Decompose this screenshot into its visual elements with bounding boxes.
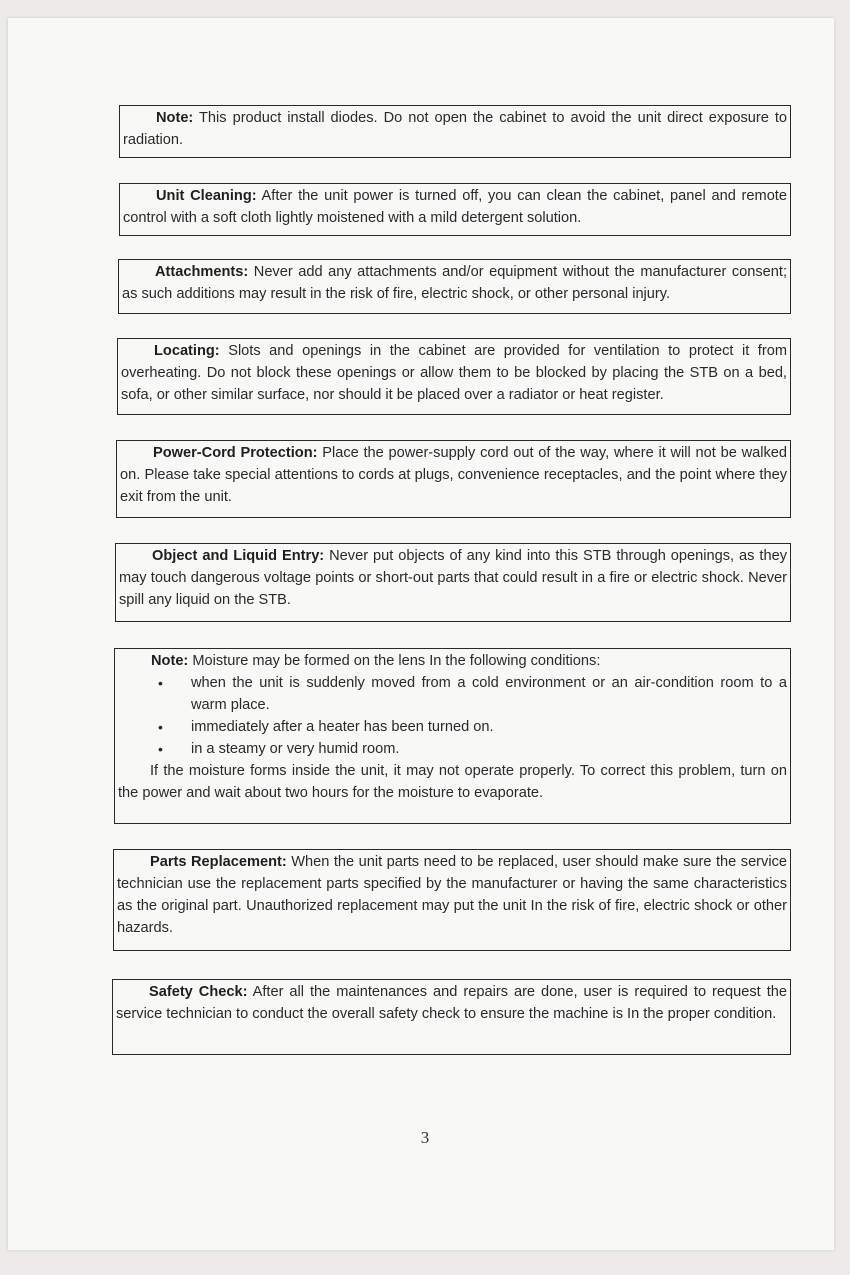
moisture-note-box bbox=[114, 648, 791, 824]
bullet-icon: • bbox=[158, 741, 163, 757]
unit-cleaning-heading: Unit Cleaning: bbox=[156, 188, 257, 204]
unit-cleaning-text: After the unit power is turned off, you can clean the cabinet, panel and remote control with a soft cloth lightly moistened with a mild detergent solution. bbox=[123, 188, 787, 226]
page-number: 3 bbox=[420, 1128, 430, 1147]
list-item: • when the unit is suddenly moved from a cold environment or an air-condition room to a warm place. bbox=[118, 672, 787, 716]
note-diodes-text: This product install diodes. Do not open the cabinet to avoid the unit direct exposure to radiation. bbox=[123, 110, 787, 148]
attachments-text: Never add any attachments and/or equipment without the manufacturer consent; as such additions may result in the risk of fire, electric shock, or other personal injury. bbox=[122, 264, 787, 302]
bullet-icon: • bbox=[158, 675, 163, 691]
object-liquid-heading: Object and Liquid Entry: bbox=[152, 548, 325, 564]
object-liquid-box bbox=[115, 543, 791, 622]
moisture-intro: Moisture may be formed on the lens In the following conditions: bbox=[188, 653, 601, 669]
object-liquid-text: Never put objects of any kind into this STB through openings, as they may touch dangerous voltage points or short-out parts that could result in a fire or electric shock. Never spill any liquid on the STB. bbox=[119, 548, 787, 608]
note-diodes-heading: Note: bbox=[156, 110, 194, 126]
moisture-closing: If the moisture forms inside the unit, it may not operate properly. To correct this problem, turn on the power and wait about two hours for the moisture to evaporate. bbox=[118, 763, 787, 801]
list-item: • in a steamy or very humid room. bbox=[118, 738, 787, 760]
list-item: • immediately after a heater has been turned on. bbox=[118, 716, 787, 738]
unit-cleaning-box bbox=[119, 183, 791, 236]
safety-check-box bbox=[112, 979, 791, 1055]
moisture-heading: Note: bbox=[151, 653, 189, 669]
locating-box bbox=[117, 338, 791, 415]
safety-text: After all the maintenances and repairs are done, user is required to request the service technician to conduct the overall safety check to ensure the machine is In the proper condition. bbox=[116, 984, 787, 1022]
power-cord-box bbox=[116, 440, 791, 518]
bullet-icon: • bbox=[158, 719, 163, 735]
parts-text: When the unit parts need to be replaced, user should make sure the service technician use the replacement parts specified by the manufacturer or having the same characteristics as the original part. Unauthorized replacement may put the unit In the risk of fire, electric shock or other hazards. bbox=[117, 854, 787, 936]
moisture-conditions-list bbox=[118, 672, 787, 760]
locating-text: Slots and openings in the cabinet are provided for ventilation to protect it from overheating. Do not block these openings or allow them to be blocked by placing the STB on a bed, sofa, or other similar surface, nor should it be placed over a radiator or heat register. bbox=[121, 343, 787, 403]
attachments-heading: Attachments: bbox=[155, 264, 249, 280]
power-cord-text: Place the power-supply cord out of the way, where it will not be walked on. Please take special attentions to cords at plugs, convenience receptacles, and the point where they exit from the unit. bbox=[120, 445, 787, 505]
parts-heading: Parts Replacement: bbox=[150, 854, 287, 870]
power-cord-heading: Power-Cord Protection: bbox=[153, 445, 318, 461]
note-diodes-box bbox=[119, 105, 791, 158]
locating-heading: Locating: bbox=[154, 343, 220, 359]
safety-heading: Safety Check: bbox=[149, 984, 248, 1000]
parts-replacement-box bbox=[113, 849, 791, 951]
attachments-box bbox=[118, 259, 791, 314]
